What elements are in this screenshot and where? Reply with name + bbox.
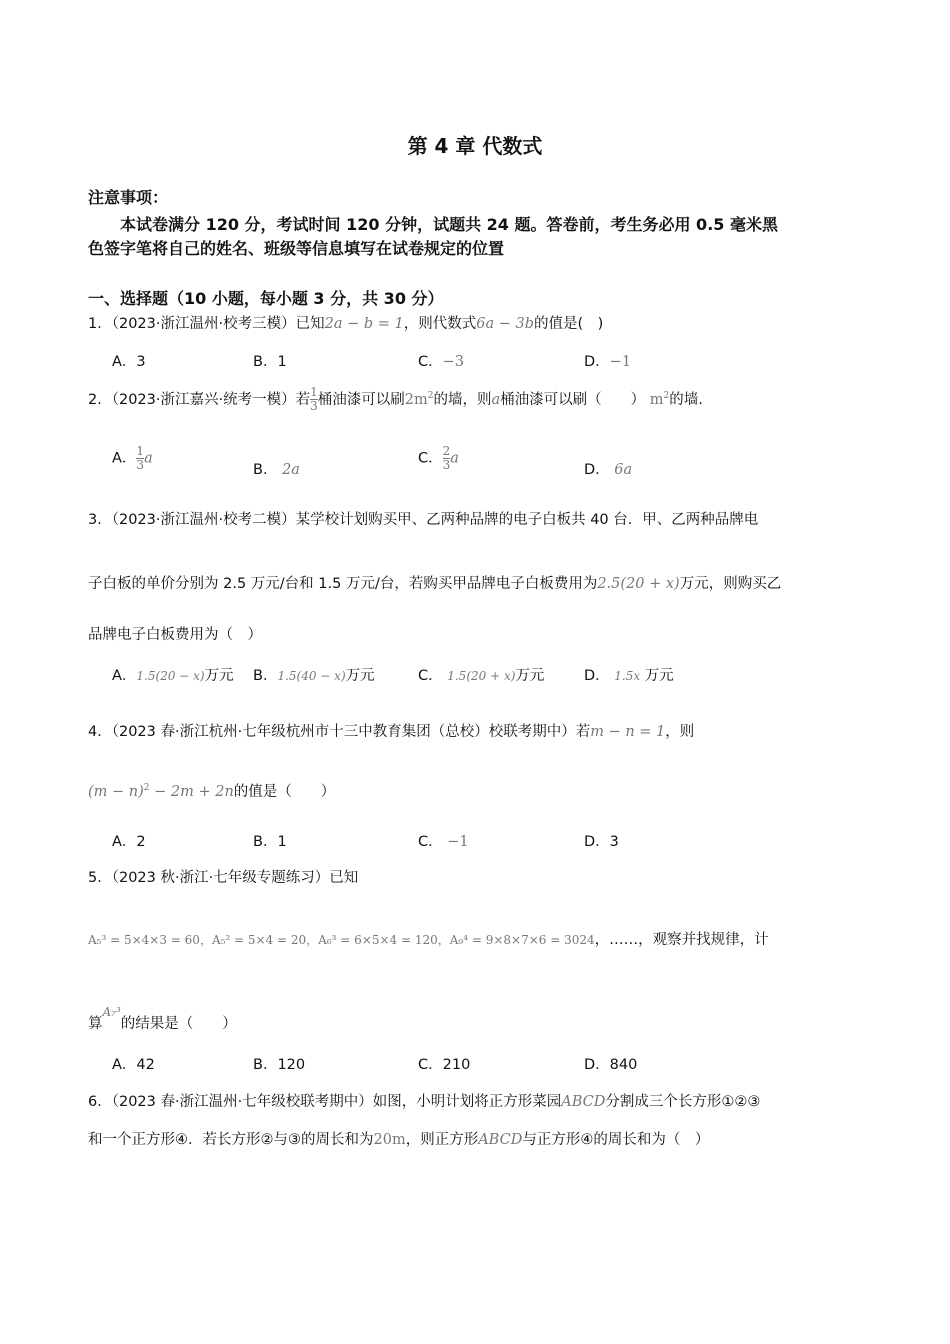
option-b: B．120: [253, 1057, 306, 1073]
question-5-line-2: A₅³ = 5×4×3 = 60，A₅² = 5×4 = 20，A₆³ = 6×5×4 = 120，A₉⁴ = 9×8×7×6 = 3024，……，观察并找规律，计: [88, 932, 769, 948]
option-a: A．42: [112, 1057, 155, 1073]
question-number: 2．: [88, 391, 112, 408]
notice-line-1: 本试卷满分 120 分，考试时间 120 分钟，试题共 24 题。答卷前，考生务必用 0.5 毫米黑: [120, 215, 778, 234]
question-number: 1．: [88, 316, 112, 332]
question-6-line-2: 和一个正方形④．若长方形②与③的周长和为20m，则正方形ABCD与正方形④的周长和为（ ）: [88, 1132, 710, 1148]
question-3-line-2: 子白板的单价分别为 2.5 万元/台和 1.5 万元/台，若购买甲品牌电子白板费用为2.5(20 + x)万元，则购买乙: [88, 576, 782, 592]
question-4-line-2: $(m - n)^2 - 2m + 2n$的值是（ ）: [88, 783, 336, 800]
fraction: $\frac{1}{3}$: [310, 385, 318, 414]
notice-heading: 注意事项：: [88, 188, 169, 207]
option-b: B． 2a: [253, 462, 300, 478]
option-a: A． $\frac{1}{3}$ a: [112, 444, 153, 473]
math-unit: $m^2$: [649, 391, 670, 408]
question-source: （2023·浙江温州·校考三模）已知: [111, 316, 325, 332]
question-4-line-1: 4．（2023 春·浙江杭州·七年级杭州市十三中教育集团（总校）校联考期中）若m − n = 1，则: [88, 724, 695, 740]
option-d: D．3: [584, 834, 619, 850]
math-unit: $2m^2$: [404, 391, 434, 408]
question-source: （2023·浙江嘉兴·统考一模）若: [111, 391, 311, 408]
option-c: C． $\frac{2}{3}$ a: [418, 444, 459, 473]
option-d: D．−1: [584, 354, 632, 370]
option-c: C． −1: [418, 834, 469, 850]
math-expression: 6a − 3b: [476, 316, 534, 332]
question-text: 的值是( ): [533, 316, 604, 332]
question-5-line-3: 算$^{A_7^3}$的结果是（ ）: [88, 1005, 237, 1032]
option-c: C．−3: [418, 354, 464, 370]
option-a: A．3: [112, 354, 146, 370]
question-5-line-1: 5．（2023 秋·浙江·七年级专题练习）已知: [88, 870, 359, 886]
option-b: B．1: [253, 834, 287, 850]
question-6-line-1: 6．（2023 春·浙江温州·七年级校联考期中）如图，小明计划将正方形菜园ABCD分割成三个长方形①②③: [88, 1094, 761, 1110]
option-d: D． 6a: [584, 462, 633, 478]
option-a: A．1.5(20 − x)万元: [112, 668, 234, 684]
option-b: B．1.5(40 − x)万元: [253, 668, 375, 684]
option-c: C． 1.5(20 + x)万元: [418, 668, 545, 684]
question-text: ，则代数式: [403, 316, 477, 332]
option-d: D． 1.5x 万元: [584, 668, 674, 684]
page-title: 第 4 章 代数式: [407, 134, 543, 158]
question-3-line-3: 品牌电子白板费用为（ ）: [88, 627, 262, 643]
option-c: C．210: [418, 1057, 471, 1073]
section-heading: 一、选择题（10 小题，每小题 3 分，共 30 分）: [88, 289, 444, 308]
question-3-line-1: 3．（2023·浙江温州·校考二模）某学校计划购买甲、乙两种品牌的电子白板共 40 台．甲、乙两种品牌电: [88, 512, 759, 528]
question-2: 2．（2023·浙江嘉兴·统考一模）若 $\frac{1}{3}$ 桶油漆可以刷$2m^2$的墙，则a桶油漆可以刷（ ） $m^2$的墙.: [88, 385, 703, 414]
option-b: B．1: [253, 354, 287, 370]
option-a: A．2: [112, 834, 146, 850]
option-d: D．840: [584, 1057, 638, 1073]
question-1: [88, 312, 603, 333]
notice-line-2: 色签字笔将自己的姓名、班级等信息填写在试卷规定的位置: [88, 239, 505, 258]
math-expression: 2a − b = 1: [324, 316, 404, 332]
